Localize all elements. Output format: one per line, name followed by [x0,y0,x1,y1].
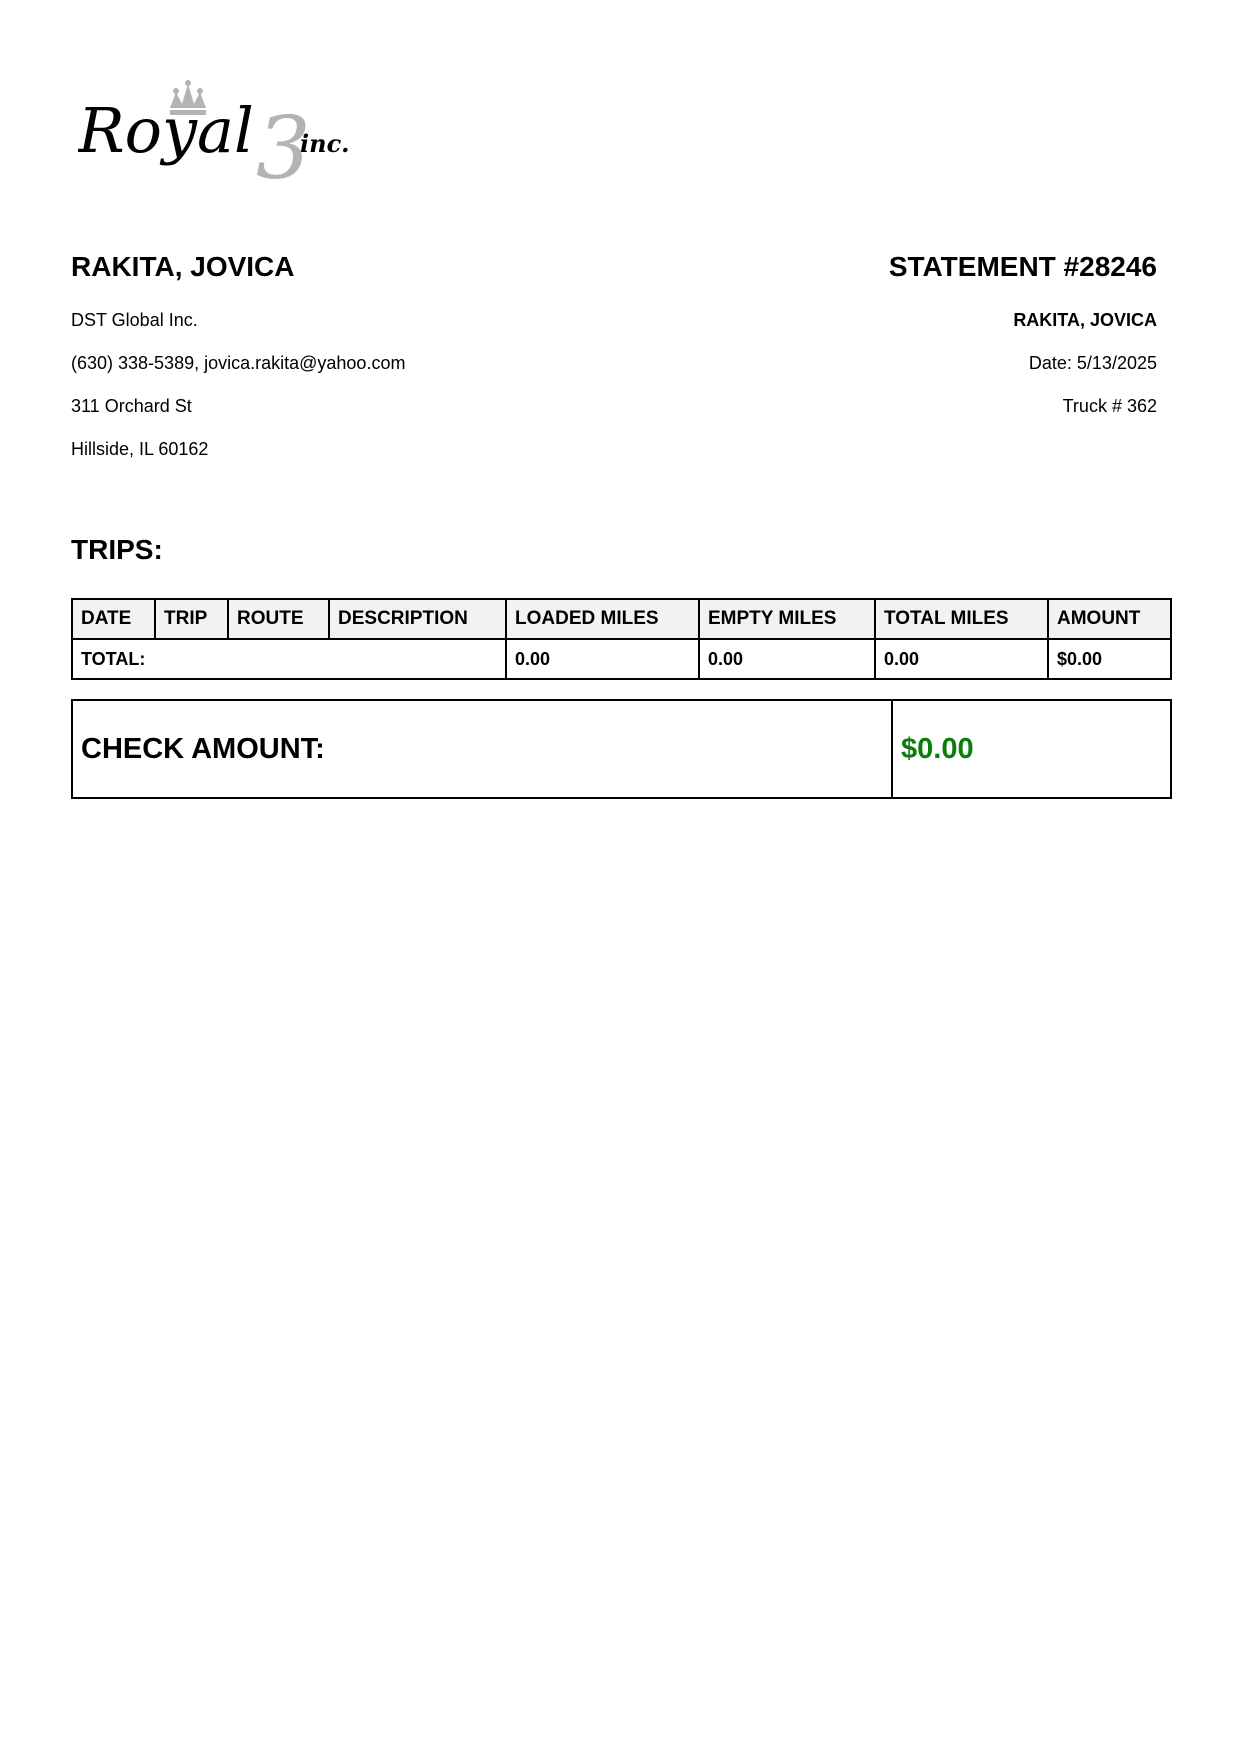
driver-address-line1: 311 Orchard St [71,396,192,416]
total-empty-miles: 0.00 [699,639,875,679]
table-header-row [72,599,1171,639]
driver-address-line2: Hillside, IL 60162 [71,439,209,459]
check-amount-row [72,700,1171,798]
column-header-description: DESCRIPTION [329,599,506,639]
driver-company: DST Global Inc. [71,310,198,330]
statement-number-heading: STATEMENT #28246 [888,251,1157,282]
logo-suffix: inc. [300,129,350,158]
check-amount-value: $0.00 [892,700,1171,798]
total-loaded-miles: 0.00 [506,639,699,679]
column-header-date: DATE [72,599,155,639]
driver-contact: (630) 338-5389, jovica.rakita@yahoo.com [71,353,406,373]
driver-name-heading: RAKITA, JOVICA [71,251,295,282]
column-header-trip: TRIP [155,599,228,639]
statement-date: Date: 5/13/2025 [1028,353,1157,373]
column-header-amount: AMOUNT [1048,599,1171,639]
logo-numeral: 3 [256,99,311,190]
statement-driver-name: RAKITA, JOVICA [1013,310,1157,330]
company-logo [78,80,378,190]
table-total-row [72,639,1171,679]
statement-truck: Truck # 362 [1062,396,1157,416]
check-amount-label: CHECK AMOUNT: [72,700,892,798]
trips-heading: TRIPS: [71,534,163,565]
column-header-total-miles: TOTAL MILES [875,599,1048,639]
column-header-empty-miles: EMPTY MILES [699,599,875,639]
total-amount: $0.00 [1048,639,1171,679]
trips-table [71,598,1172,680]
logo-wordmark: Royal [78,94,254,167]
total-label: TOTAL: [72,639,506,679]
column-header-route: ROUTE [228,599,329,639]
total-total-miles: 0.00 [875,639,1048,679]
check-amount-table [71,699,1172,799]
column-header-loaded-miles: LOADED MILES [506,599,699,639]
